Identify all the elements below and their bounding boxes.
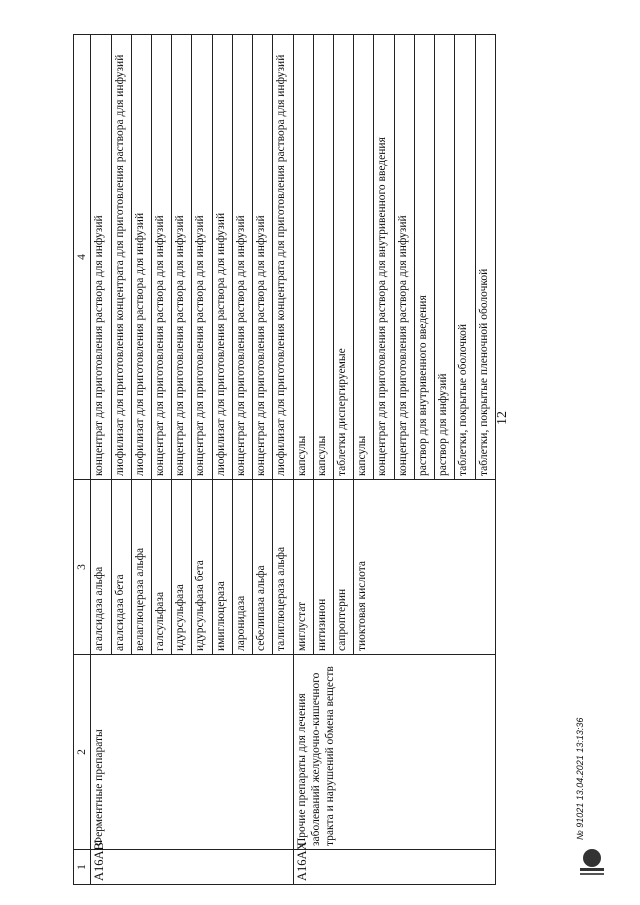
dosage-form: концентрат для приготовления раствора для инфузий [394, 35, 414, 480]
table-row [91, 35, 111, 885]
substance-name: агалсидаза альфа [91, 480, 111, 655]
group-name: Ферментные препараты [91, 655, 293, 850]
dosage-form: концентрат для приготовления раствора для инфузий [91, 35, 111, 480]
table-body [91, 35, 496, 885]
dosage-form: концентрат для приготовления раствора для инфузий [152, 35, 172, 480]
atc-code: A16AB [91, 850, 293, 885]
header-col-1: 1 [74, 850, 91, 885]
substance-name: миглустат [293, 480, 313, 655]
substance-name: нитизинон [313, 480, 333, 655]
group-name: Прочие препараты для лечения заболеваний желудочно-кишечного тракта и нарушений обмена веществ [293, 655, 495, 850]
dosage-form: раствор для внутривенного введения [414, 35, 434, 480]
dosage-form: лиофилизат для приготовления концентрата для приготовления раствора для инфузий [273, 35, 293, 480]
drug-table [73, 34, 496, 885]
header-col-2: 2 [74, 655, 91, 850]
dosage-form: таблетки диспергируемые [334, 35, 354, 480]
substance-name: агалсидаза бета [111, 480, 131, 655]
registration-stamp-text: № 91021 13.04.2021 13:13:36 [575, 717, 585, 840]
substance-name: имиглюцераза [212, 480, 232, 655]
header-col-3: 3 [74, 480, 91, 655]
dosage-form: таблетки, покрытые пленочной оболочкой [475, 35, 495, 480]
dosage-form: капсулы [293, 35, 313, 480]
substance-name: идурсульфаза бета [192, 480, 212, 655]
dosage-form: таблетки, покрытые оболочкой [455, 35, 475, 480]
emblem-logo-icon [572, 840, 612, 880]
dosage-form: капсулы [354, 35, 374, 480]
page-number: 12 [495, 411, 510, 425]
dosage-form: капсулы [313, 35, 333, 480]
substance-name: ларонидаза [232, 480, 252, 655]
rotated-table-container [73, 35, 496, 885]
dosage-form: лиофилизат для приготовления раствора для инфузий [212, 35, 232, 480]
substance-name: себелипаза альфа [253, 480, 273, 655]
footer-strip [575, 600, 591, 840]
dosage-form: концентрат для приготовления раствора для инфузий [172, 35, 192, 480]
substance-name: идурсульфаза [172, 480, 192, 655]
dosage-form: концентрат для приготовления раствора для инфузий [253, 35, 273, 480]
dosage-form: раствор для инфузий [435, 35, 455, 480]
atc-code: A16AX [293, 850, 495, 885]
dosage-form: концентрат для приготовления раствора для внутривенного введения [374, 35, 394, 480]
header-col-4: 4 [74, 35, 91, 480]
dosage-form: лиофилизат для приготовления концентрата для приготовления раствора для инфузий [111, 35, 131, 480]
substance-name: сапроптерин [334, 480, 354, 655]
table-row [293, 35, 313, 885]
dosage-form: лиофилизат для приготовления раствора для инфузий [131, 35, 151, 480]
header-row [74, 35, 91, 885]
substance-name: тиоктовая кислота [354, 480, 496, 655]
dosage-form: концентрат для приготовления раствора для инфузий [232, 35, 252, 480]
dosage-form: концентрат для приготовления раствора для инфузий [192, 35, 212, 480]
substance-name: талиглюцераза альфа [273, 480, 293, 655]
substance-name: галсульфаза [152, 480, 172, 655]
substance-name: велаглюцераза альфа [131, 480, 151, 655]
